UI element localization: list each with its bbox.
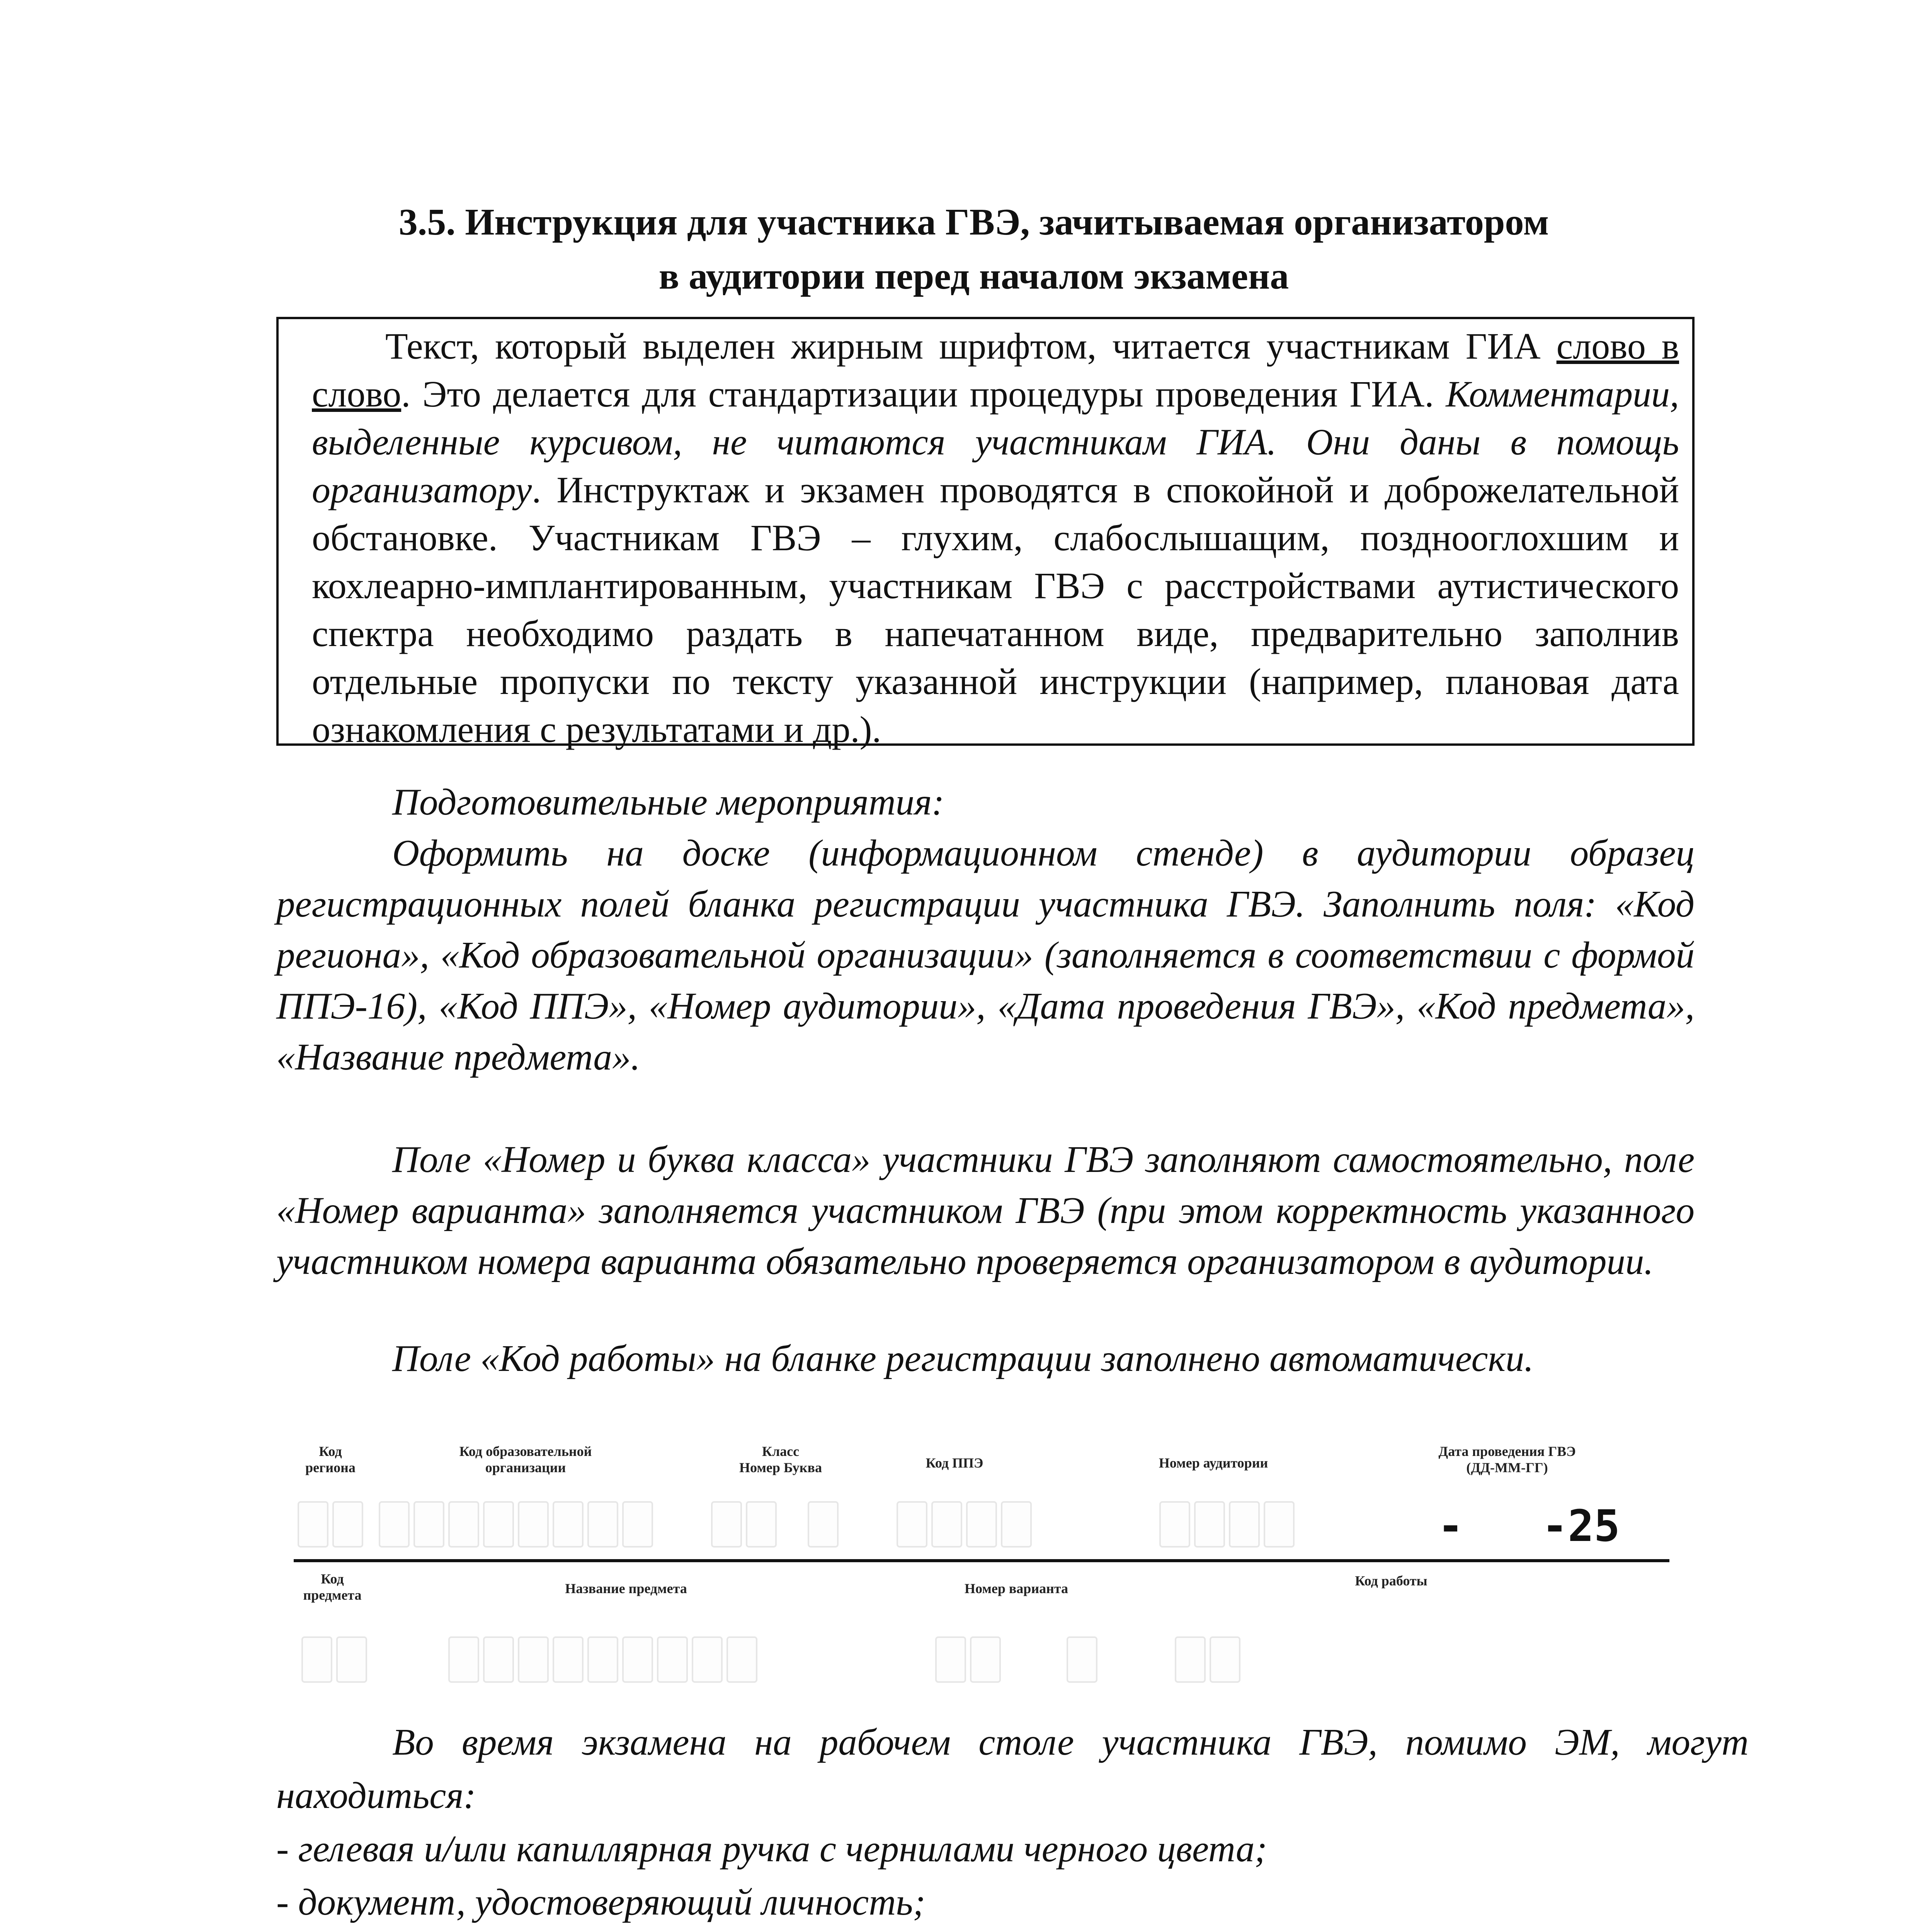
section-title-line-1: 3.5. Инструкция для участника ГВЭ, зачитываемая организатором xyxy=(398,201,1549,243)
registration-form-sample xyxy=(294,1443,1685,1714)
ppe-code-cell-2 xyxy=(931,1501,962,1548)
label-subject-code-line-2: предмета xyxy=(303,1587,362,1603)
org-code-cell-2 xyxy=(413,1501,444,1548)
subject-name-cell-5 xyxy=(587,1636,618,1683)
preparation-paragraph-2 xyxy=(276,1134,1695,1287)
section-title-line-2: в аудитории перед началом экзамена xyxy=(658,255,1289,297)
subject-name-cell-3 xyxy=(518,1636,549,1683)
notice-text xyxy=(312,322,1679,753)
exam-item: - документ, удостоверяющий личность; xyxy=(276,1881,926,1923)
org-code-cell-3 xyxy=(448,1501,479,1548)
label-exam-date xyxy=(1391,1443,1623,1476)
exam-item xyxy=(276,1929,1749,1932)
subject-name-cell-1 xyxy=(448,1636,479,1683)
subject-name-cell-8 xyxy=(692,1636,723,1683)
label-exam-date-line-1: Дата проведения ГВЭ xyxy=(1438,1444,1576,1459)
label-work-code: Код работы xyxy=(1355,1573,1427,1588)
label-region-code-line-2: региона xyxy=(305,1460,356,1475)
class-number-cell-1 xyxy=(711,1501,742,1548)
org-code-cell-8 xyxy=(622,1501,653,1548)
label-org-code xyxy=(433,1443,618,1476)
notice-text-3: . Это делается для стандартизации процедуры проведения ГИА. xyxy=(401,373,1446,415)
subject-code-cell-1 xyxy=(301,1636,332,1683)
preparation-heading xyxy=(276,777,1695,828)
variant-cell-2 xyxy=(970,1636,1001,1683)
room-cell-1 xyxy=(1159,1501,1190,1548)
subject-name-cell-6 xyxy=(622,1636,653,1683)
subject-name-cell-4 xyxy=(553,1636,584,1683)
class-letter-cell xyxy=(808,1501,839,1548)
ppe-code-cell-3 xyxy=(966,1501,997,1548)
exam-intro: Во время экзамена на рабочем столе участника ГВЭ, помимо ЭМ, могут находиться: xyxy=(276,1721,1749,1816)
preparation-paragraph-2-text: Поле «Номер и буква класса» участники ГВЭ заполняют самостоятельно, поле «Номер варианта» заполняется участником ГВЭ (при этом корректность указанного участником номера варианта обязательно проверяется организатором в аудитории. xyxy=(276,1139,1695,1282)
notice-text-1: Текст, который выделен жирным шрифтом, читается участникам ГИА xyxy=(385,325,1557,367)
label-room-number: Номер аудитории xyxy=(1159,1455,1268,1471)
subject-code-cell-2 xyxy=(336,1636,367,1683)
variant-cell-1 xyxy=(935,1636,966,1683)
label-region-code-line-1: Код xyxy=(319,1444,342,1459)
subject-name-cell-9 xyxy=(727,1636,757,1683)
label-class-line-2: Номер Буква xyxy=(739,1460,822,1475)
notice-italic-comment: Комментарии, выделенные курсивом, не читаются участникам ГИА. Они даны в помощь организатору xyxy=(312,373,1679,510)
variant-cell-3 xyxy=(1067,1636,1097,1683)
label-subject-code-line-1: Код xyxy=(321,1571,344,1587)
label-class-line-1: Класс xyxy=(762,1444,800,1459)
label-exam-date-line-2: (ДД-ММ-ГГ) xyxy=(1466,1460,1548,1475)
exam-item: - гелевая и/или капиллярная ручка с чернилами черного цвета; xyxy=(276,1828,1267,1869)
preparation-paragraph-3-text: Поле «Код работы» на бланке регистрации заполнено автоматически. xyxy=(392,1338,1534,1379)
notice-underlined-phrase: слово в слово xyxy=(312,325,1679,415)
variant-cell-4 xyxy=(1175,1636,1206,1683)
ppe-code-cell-4 xyxy=(1001,1501,1032,1548)
org-code-cell-1 xyxy=(379,1501,410,1548)
variant-cell-5 xyxy=(1210,1636,1240,1683)
exam-date-value: - -25 xyxy=(1438,1501,1620,1551)
form-divider-line xyxy=(294,1559,1669,1562)
subject-name-cell-7 xyxy=(657,1636,688,1683)
label-region-code xyxy=(301,1443,359,1476)
subject-name-cell-2 xyxy=(483,1636,514,1683)
label-org-code-line-2: организации xyxy=(485,1460,566,1475)
label-variant-number: Номер варианта xyxy=(965,1581,1068,1596)
room-cell-4 xyxy=(1264,1501,1295,1548)
org-code-cell-4 xyxy=(483,1501,514,1548)
region-code-cell-1 xyxy=(298,1501,328,1548)
ppe-code-cell-1 xyxy=(897,1501,927,1548)
room-cell-3 xyxy=(1229,1501,1260,1548)
label-org-code-line-1: Код образовательной xyxy=(459,1444,592,1459)
class-number-cell-2 xyxy=(746,1501,777,1548)
region-code-cell-2 xyxy=(332,1501,363,1548)
preparation-heading-text: Подготовительные мероприятия: xyxy=(392,781,944,823)
org-code-cell-6 xyxy=(553,1501,584,1548)
label-class xyxy=(711,1443,850,1476)
room-cell-2 xyxy=(1194,1501,1225,1548)
preparation-paragraph-3 xyxy=(276,1333,1695,1384)
preparation-paragraph-1 xyxy=(276,828,1695,1083)
section-title xyxy=(271,195,1677,303)
label-subject-code xyxy=(301,1571,363,1603)
org-code-cell-5 xyxy=(518,1501,549,1548)
preparation-paragraph-1-text: Оформить на доске (информационном стенде) в аудитории образец регистрационных полей бланка регистрации участника ГВЭ. Заполнить поля: «Код региона», «Код образовательной организации» (заполняется в соответствии с формой ППЭ-16), «Код ППЭ», «Номер аудитории», «Дата проведения ГВЭ», «Код предмета», «Название предмета». xyxy=(276,832,1695,1078)
notice-text-5: . Инструктаж и экзамен проводятся в спокойной и доброжелательной обстановке. Участникам ГВЭ – глухим, слабослышащим, позднооглохшим и кохлеарно-имплантированным, участникам ГВЭ с расстройствами аутистического спектра необходимо раздать в напечатанном виде, предварительно заполнив отдельные пропуски по тексту указанной инструкции (например, плановая дата ознакомления с результатами и др.). xyxy=(312,469,1679,750)
org-code-cell-7 xyxy=(587,1501,618,1548)
label-subject-name: Название предмета xyxy=(565,1581,687,1596)
exam-desk-items-section xyxy=(276,1716,1749,1932)
instruction-notice-box xyxy=(276,317,1695,750)
label-ppe-code: Код ППЭ xyxy=(926,1455,983,1471)
